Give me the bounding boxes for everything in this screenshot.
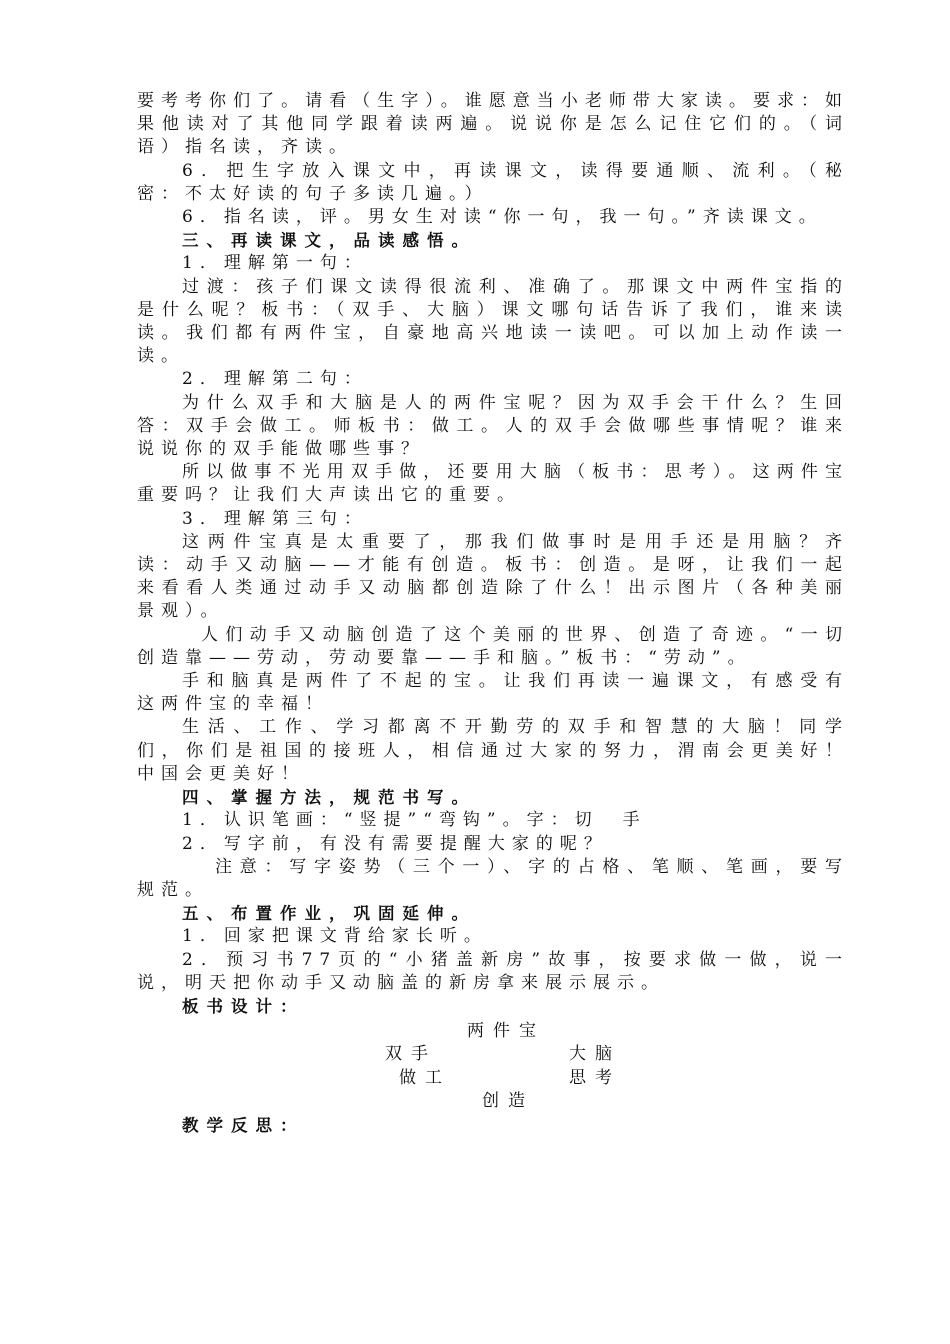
section-4-item-note: 注意：写字姿势（三个一）、字的占格、笔顺、笔画，要写规范。 (137, 856, 849, 900)
section-4-item-1: 1．认识笔画：“竖提”“弯钩”。字：切 手 (182, 810, 647, 831)
section-3-item-3-future: 生活、工作、学习都离不开勤劳的双手和智慧的大脑！同学们，你们是祖国的接班人，相信通过大家的努力，渭南会更美好！中国会更美好！ (137, 717, 849, 784)
section-3-item-3-title: 3．理解第三句： (182, 508, 368, 529)
section-3-item-3-world: 人们动手又动脑创造了这个美丽的世界、创造了奇迹。“一切创造靠——劳动，劳动要靠——手和脑。”板书：“劳动”。 (137, 624, 849, 668)
section-3-heading: 三、再读课文，品读感悟。 (182, 231, 476, 251)
document-page (137, 90, 849, 1137)
board-design (137, 1020, 849, 1114)
section-3-item-1-title: 1．理解第一句： (182, 253, 368, 274)
section-4-item-2: 2．写字前，有没有需要提醒大家的呢？ (182, 833, 608, 854)
paragraph-step-6-pair-read: 6．指名读，评。男女生对读“你一句，我一句。”齐读课文。 (182, 207, 823, 228)
teaching-reflection-heading: 教学反思： (182, 1116, 305, 1136)
board-work: 做工 (399, 1068, 451, 1089)
board-design-heading: 板书设计： (182, 996, 305, 1016)
section-3-item-3-treasure: 手和脑真是两件了不起的宝。让我们再读一遍课文，有感受有这两件宝的幸福！ (137, 671, 849, 715)
paragraph-step-6-reread: 6．把生字放入课文中，再读课文，读得要通顺、流利。（秘密：不太好读的句子多读几遍。） (137, 160, 849, 204)
paragraph-read-new-words: 要考考你们了。请看（生字）。谁愿意当小老师带大家读。要求：如果他读对了其他同学跟着读两遍。说说你是怎么记住它们的。（词语）指名读，齐读。 (137, 91, 849, 158)
section-3-item-3-body: 这两件宝真是太重要了，那我们做事时是用手还是用脑？齐读：动手又动脑——才能有创造。板书：创造。是呀，让我们一起来看看人类通过动手又动脑都创造除了什么！出示图片（各种美丽景观）。 (137, 531, 849, 622)
section-3-item-1-body: 过渡：孩子们课文读得很流利、准确了。那课文中两件宝指的是什么呢？板书：（双手、大脑）课文哪句话告诉了我们，谁来读读。我们都有两件宝，自豪地高兴地读一读吧。可以加上动作读一读。 (137, 276, 849, 367)
board-create: 创造 (482, 1091, 534, 1112)
section-5-item-2: 2．预习书77页的“小猪盖新房”故事，按要求做一做，说一说，明天把你动手又动脑盖的新房拿来展示展示。 (137, 949, 849, 993)
section-3-item-2-title: 2．理解第二句： (182, 369, 368, 390)
section-3-item-2-body: 为什么双手和大脑是人的两件宝呢？因为双手会干什么？生回答：双手会做工。师板书：做工。人的双手会做哪些事情呢？谁来说说你的双手能做哪些事？ (137, 392, 849, 460)
board-hands: 双手 (385, 1044, 437, 1065)
section-4-heading: 四、掌握方法，规范书写。 (182, 788, 476, 808)
board-title: 两件宝 (467, 1021, 545, 1042)
section-3-item-2-body-continued: 所以做事不光用双手做，还要用大脑（板书：思考）。这两件宝重要吗？让我们大声读出它的重要。 (137, 462, 849, 506)
section-5-item-1: 1．回家把课文背给家长听。 (182, 926, 488, 947)
board-brain: 大脑 (569, 1044, 621, 1065)
section-5-heading: 五、布置作业，巩固延伸。 (182, 904, 476, 924)
board-think: 思考 (569, 1068, 621, 1089)
